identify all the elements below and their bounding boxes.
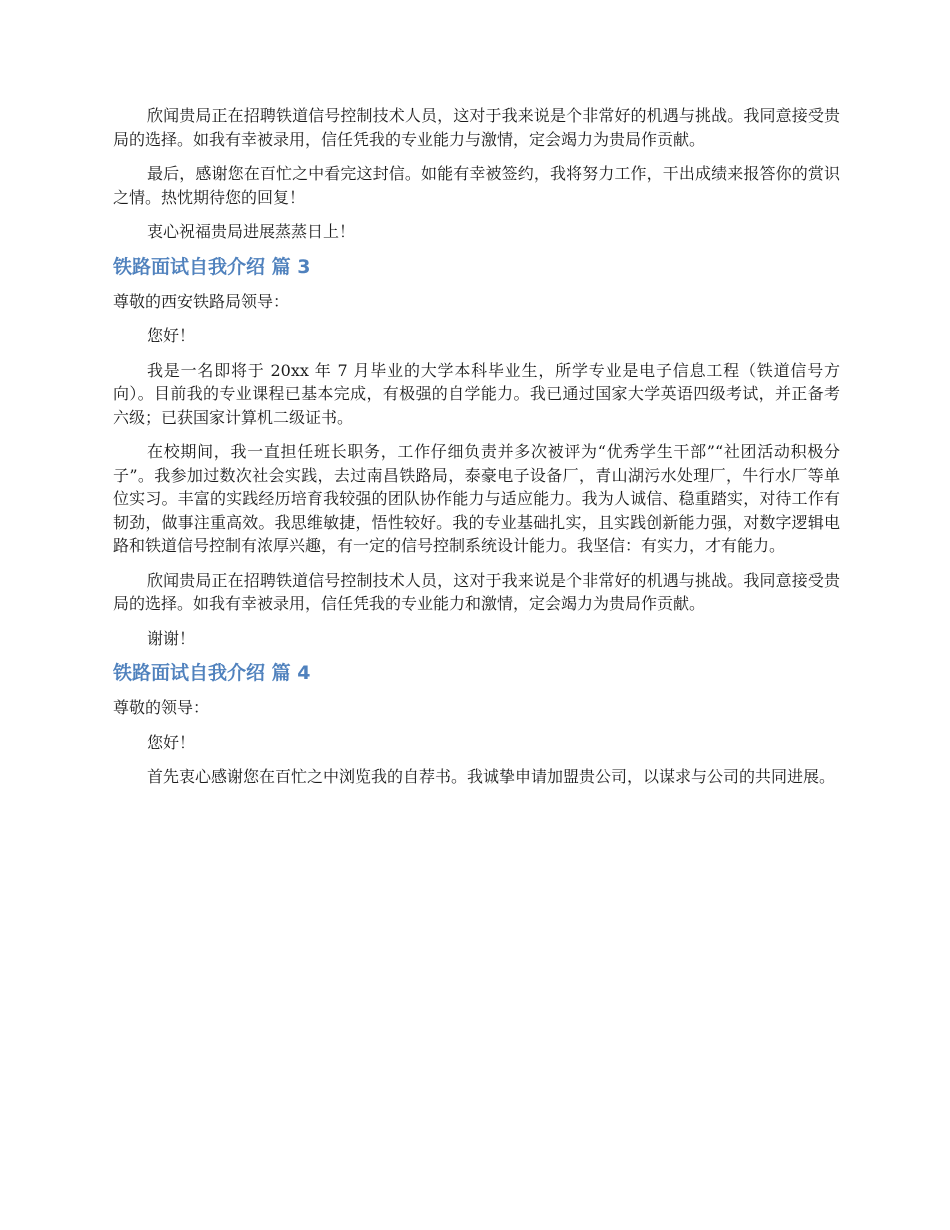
greeting-hello-2: 您好！ [147, 732, 196, 752]
paragraph-thanks: 谢谢！ [147, 628, 196, 648]
salutation-leader: 尊敬的领导： [113, 698, 210, 717]
salutation-xian: 尊敬的西安铁路局领导： [113, 291, 290, 311]
section-heading-3: 铁路面试自我介绍 篇 3 [113, 255, 311, 278]
paragraph-closing-thanks: 最后，感谢您在百忙之中看完这封信。如能有幸被签约，我将努力工作，干出成绩来报答你的赏识之情。热忱期待您的回复！ [113, 164, 840, 207]
paragraph-self-recommendation: 首先衷心感谢您在百忙之中浏览我的自荐书。我诚挚申请加盟贵公司，以谋求与公司的共同进展。 [147, 767, 836, 786]
document-page [113, 104, 840, 800]
paragraph-education: 我是一名即将于 20xx 年 7 月毕业的大学本科毕业生，所学专业是电子信息工程（铁道信号方向）。目前我的专业课程已基本完成，有极强的自学能力。我已通过国家大学英语四级考试，并正备考六级；已获国家计算机二级证书。 [113, 360, 840, 427]
section-heading-4: 铁路面试自我介绍 篇 4 [113, 662, 311, 684]
paragraph-recruitment-2: 欣闻贵局正在招聘铁道信号控制技术人员，这对于我来说是个非常好的机遇与挑战。我同意接受贵局的选择。如我有幸被录用，信任凭我的专业能力和激情，定会竭力为贵局作贡献。 [113, 570, 840, 613]
paragraph-recruitment-1: 欣闻贵局正在招聘铁道信号控制技术人员，这对于我来说是个非常好的机遇与挑战。我同意接受贵局的选择。如我有幸被录用，信任凭我的专业能力与激情，定会竭力为贵局作贡献。 [113, 106, 840, 149]
paragraph-blessing: 衷心祝福贵局进展蒸蒸日上！ [147, 222, 356, 241]
paragraph-campus-experience: 在校期间，我一直担任班长职务，工作仔细负责并多次被评为“优秀学生干部”“社团活动积极分子”。我参加过数次社会实践，去过南昌铁路局，泰豪电子设备厂，青山湖污水处理厂，牛行水厂等单位实习。丰富的实践经历培育我较强的团队协作能力与适应能力。我为人诚信、稳重踏实，对待工作有韧劲，做事注重高效。我思维敏捷，悟性较好。我的专业基础扎实，且实践创新能力强，对数字逻辑电路和铁道信号控制有浓厚兴趣，有一定的信号控制系统设计能力。我坚信：有实力，才有能力。 [113, 442, 840, 555]
greeting-hello: 您好！ [147, 326, 196, 345]
